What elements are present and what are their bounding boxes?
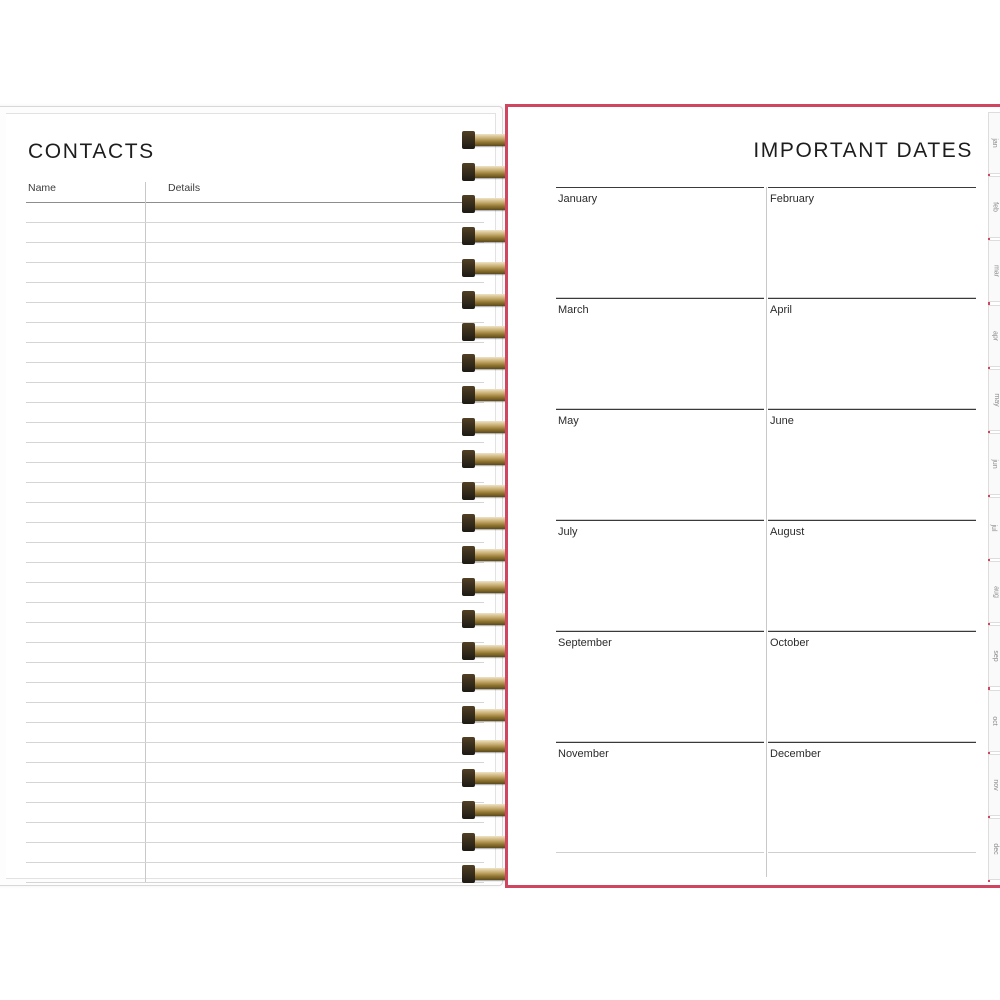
contacts-line[interactable] (26, 422, 484, 423)
month-tab-jul[interactable] (988, 497, 1000, 559)
month-tab-mar[interactable] (988, 240, 1000, 302)
month-tab-dec[interactable] (988, 818, 1000, 880)
page-title-important-dates: IMPORTANT DATES (753, 139, 973, 162)
month-tab-may[interactable] (988, 369, 1000, 431)
month-label: May (558, 415, 579, 427)
month-bottom-rule (768, 852, 976, 853)
month-top-rule (556, 520, 764, 521)
contacts-line[interactable] (26, 462, 484, 463)
month-tab-nov[interactable] (988, 754, 1000, 816)
month-block[interactable] (556, 742, 766, 853)
month-block[interactable] (556, 409, 766, 520)
month-tab-label: jan (991, 138, 999, 148)
month-label: June (770, 415, 794, 427)
month-block[interactable] (768, 298, 978, 409)
month-top-rule (556, 298, 764, 299)
contacts-line[interactable] (26, 842, 484, 843)
contacts-column-headers (26, 182, 466, 202)
month-tab-label: feb (991, 202, 999, 212)
contacts-line[interactable] (26, 822, 484, 823)
month-label: August (770, 526, 805, 538)
month-top-rule (768, 742, 976, 743)
month-top-rule (556, 631, 764, 632)
month-block[interactable] (768, 520, 978, 631)
month-tab-oct[interactable] (988, 690, 1000, 752)
month-label: February (770, 193, 815, 205)
month-tab-jan[interactable] (988, 112, 1000, 174)
month-tab-label: sep (992, 650, 1000, 662)
month-tab-jun[interactable] (988, 433, 1000, 495)
contacts-line[interactable] (26, 482, 484, 483)
contacts-line[interactable] (26, 442, 484, 443)
contacts-line[interactable] (26, 682, 484, 683)
month-block[interactable] (768, 742, 978, 853)
month-top-rule (556, 742, 764, 743)
month-top-rule (768, 631, 976, 632)
contacts-line[interactable] (26, 222, 484, 223)
month-top-rule (768, 520, 976, 521)
month-label: April (770, 304, 793, 316)
month-tab-strip[interactable] (988, 112, 1000, 882)
contacts-line[interactable] (26, 562, 484, 563)
contacts-line[interactable] (26, 542, 484, 543)
important-dates-grid (556, 187, 976, 877)
month-tab-label: jun (991, 459, 999, 469)
contacts-writing-lines[interactable] (26, 202, 484, 882)
month-block[interactable] (556, 298, 766, 409)
contacts-line[interactable] (26, 362, 484, 363)
month-bottom-rule (556, 852, 764, 853)
contacts-line[interactable] (26, 762, 484, 763)
left-page-contacts (0, 106, 503, 886)
contacts-line[interactable] (26, 662, 484, 663)
month-label: January (558, 193, 598, 205)
contacts-line[interactable] (26, 782, 484, 783)
contacts-line[interactable] (26, 722, 484, 723)
month-label: July (558, 526, 578, 538)
column-header-details: Details (168, 182, 201, 194)
page-title-contacts: CONTACTS (28, 140, 155, 163)
month-top-rule (768, 187, 976, 188)
right-page-important-dates (505, 104, 1000, 888)
month-tab-label: may (993, 393, 1000, 407)
month-label: November (558, 748, 609, 760)
month-tab-label: mar (992, 264, 1000, 278)
month-top-rule (556, 409, 764, 410)
contacts-line[interactable] (26, 282, 484, 283)
month-tab-apr[interactable] (988, 305, 1000, 367)
contacts-line[interactable] (26, 302, 484, 303)
month-top-rule (556, 187, 764, 188)
month-block[interactable] (768, 187, 978, 298)
dates-column-divider (766, 187, 767, 877)
contacts-line[interactable] (26, 322, 484, 323)
contacts-line[interactable] (26, 582, 484, 583)
contacts-line[interactable] (26, 802, 484, 803)
contacts-line[interactable] (26, 742, 484, 743)
month-tab-label: aug (992, 586, 1000, 598)
month-tab-aug[interactable] (988, 561, 1000, 623)
left-page-inner (6, 113, 496, 879)
right-page-inner (514, 113, 1000, 879)
month-label: September (558, 637, 612, 649)
contacts-line[interactable] (26, 382, 484, 383)
contacts-line[interactable] (26, 342, 484, 343)
month-top-rule (768, 298, 976, 299)
contacts-line[interactable] (26, 702, 484, 703)
month-tab-label: nov (992, 779, 1000, 791)
contacts-line[interactable] (26, 602, 484, 603)
month-block[interactable] (556, 187, 766, 298)
contacts-line[interactable] (26, 522, 484, 523)
month-label: December (770, 748, 821, 760)
month-tab-label: dec (992, 843, 1000, 855)
contacts-line[interactable] (26, 622, 484, 623)
column-header-name: Name (28, 182, 57, 194)
month-block[interactable] (768, 631, 978, 742)
month-top-rule (768, 409, 976, 410)
month-block[interactable] (556, 520, 766, 631)
month-tab-label: oct (991, 716, 999, 726)
month-block[interactable] (556, 631, 766, 742)
contacts-line[interactable] (26, 502, 484, 503)
contacts-line[interactable] (26, 642, 484, 643)
month-tab-sep[interactable] (988, 625, 1000, 687)
month-block[interactable] (768, 409, 978, 520)
month-tab-label: jul (990, 524, 998, 532)
contacts-line[interactable] (26, 882, 484, 883)
month-tab-feb[interactable] (988, 176, 1000, 238)
contacts-line[interactable] (26, 262, 484, 263)
month-label: March (558, 304, 589, 316)
month-label: October (770, 637, 810, 649)
contacts-line[interactable] (26, 242, 484, 243)
month-tab-label: apr (991, 330, 999, 342)
contacts-line[interactable] (26, 862, 484, 863)
contacts-line[interactable] (26, 402, 484, 403)
